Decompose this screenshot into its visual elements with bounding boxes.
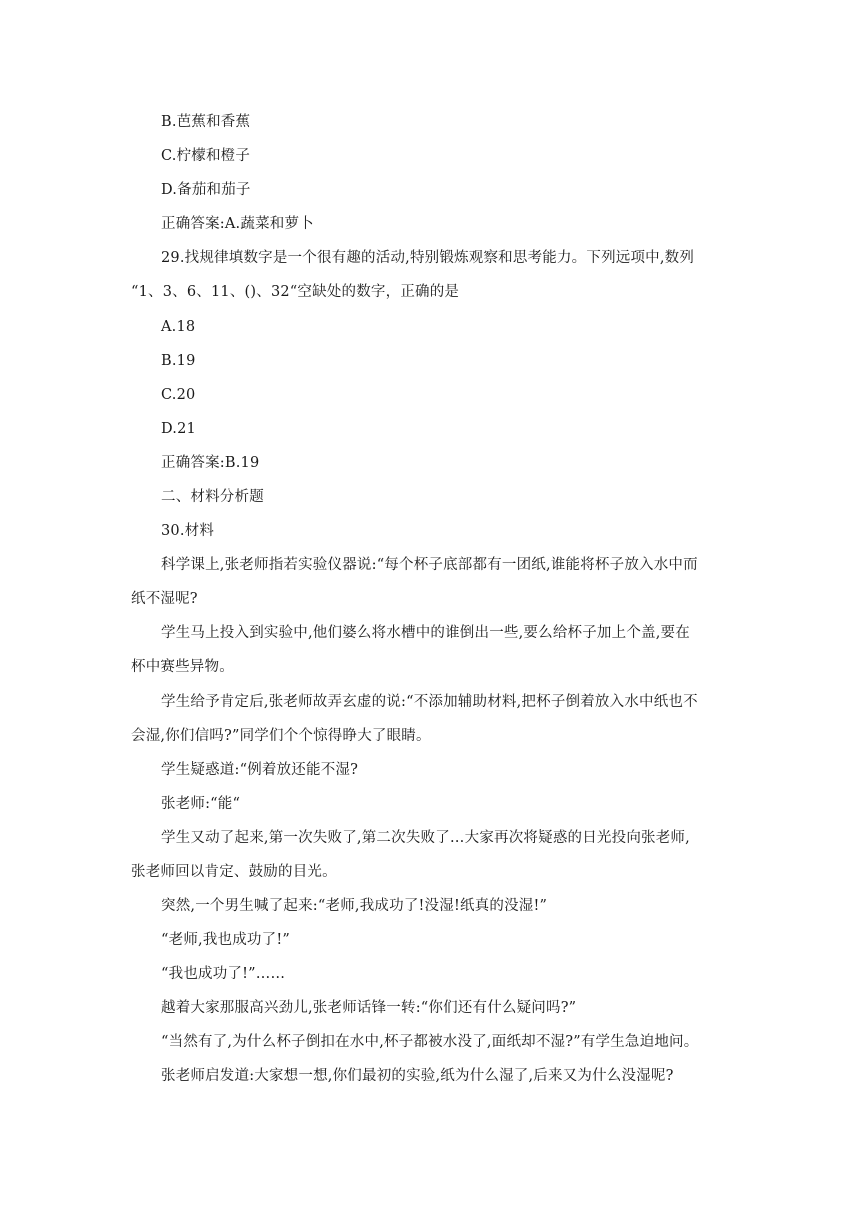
material-p2: 学生马上投入到实验中,他们婆么将水槽中的谁倒出一些,要么给杯子加上个盖,要在 (161, 625, 690, 641)
option-d-q29: D.21 (161, 421, 196, 437)
material-p7: 突然,一个男生喊了起来:“老师,我成功了!没湿!纸真的没湿!” (161, 898, 548, 914)
material-p11: “当然有了,为什么杯子倒扣在水中,杯子都被水没了,面纸却不湿?”有学生急迫地问。 (161, 1034, 699, 1050)
material-p1: 科学课上,张老师指若实验仪器说:“每个杯子底部都有一团纸,谁能将杯子放入水中而 (161, 557, 698, 573)
material-p9: “我也成功了!”…… (161, 966, 286, 982)
option-a-q29: A.18 (161, 319, 196, 335)
material-p12: 张老师启发道:大家想一想,你们最初的实验,纸为什么湿了,后来又为什么没湿呢? (161, 1068, 674, 1084)
material-p4: 学生疑惑道:“例着放还能不湿? (161, 762, 359, 778)
material-p8: “老师,我也成功了!” (161, 932, 290, 948)
material-p1-cont: 纸不湿呢? (131, 591, 198, 607)
question-29: 29.找规律填数字是一个很有趣的活动,特别锻炼观察和思考能力。下列远项中,数列 (161, 250, 695, 266)
material-p3-cont: 会湿,你们信吗?”同学们个个惊得睁大了眼睛。 (131, 728, 431, 744)
option-b-q29: B.19 (161, 353, 196, 369)
question-30: 30.材料 (161, 523, 215, 539)
material-p6-cont: 张老师回以肯定、鼓励的目光。 (131, 864, 337, 880)
option-d-q28: D.备茄和茄子 (161, 182, 251, 198)
material-p5: 张老师:“能“ (161, 796, 241, 812)
material-p3: 学生给予肯定后,张老师故弄玄虚的说:“不添加辅助材料,把杯子倒着放入水中纸也不 (161, 694, 698, 710)
option-b-q28: B.芭蕉和香蕉 (161, 114, 251, 130)
question-29-cont: “1、3、6、11、()、32“空缺处的数字，正确的是 (131, 284, 460, 300)
material-p10: 越着大家那服高兴劲儿,张老师话锋一转:“你们还有什么疑问吗?” (161, 1000, 577, 1016)
material-p2-cont: 杯中赛些异物。 (131, 659, 234, 675)
section-heading: 二、材料分析题 (161, 489, 264, 505)
option-c-q28: C.柠檬和橙子 (161, 148, 251, 164)
material-p6: 学生又动了起来,第一次失败了,第二次失败了…大家再次将疑惑的日光投向张老师, (161, 830, 690, 846)
option-c-q29: C.20 (161, 387, 196, 403)
answer-q29: 正确答案:B.19 (161, 455, 260, 471)
answer-q28: 正确答案:A.蔬菜和萝卜 (161, 216, 314, 232)
